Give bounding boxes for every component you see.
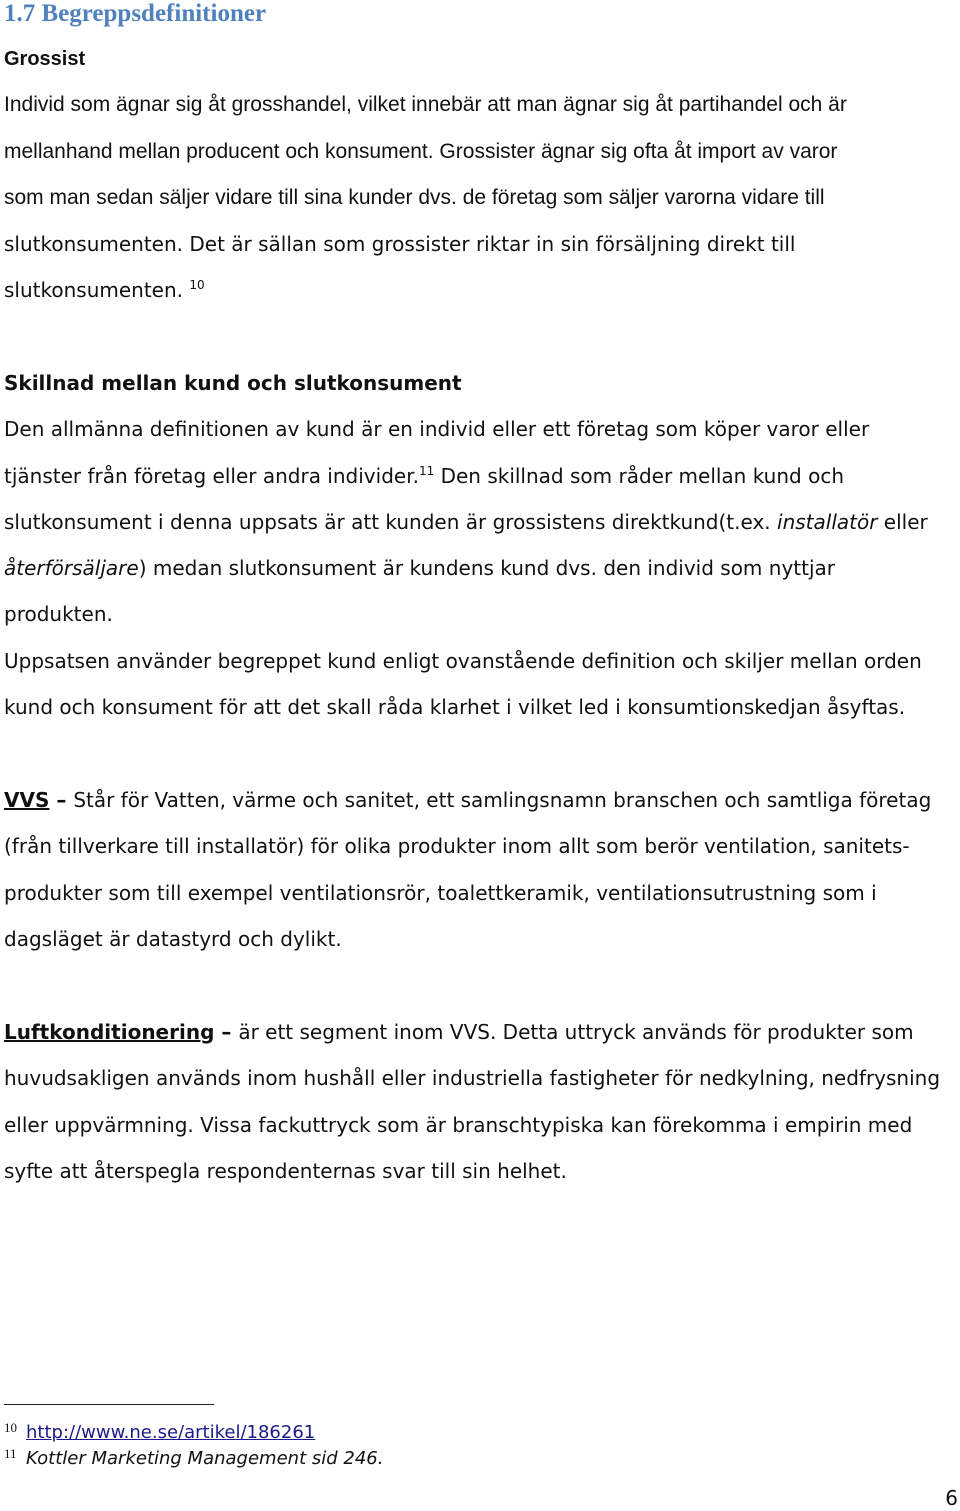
grossist-definition — [4, 82, 960, 221]
grossist-heading: Grossist — [4, 48, 86, 70]
footnote-ref-10[interactable]: 10 — [189, 278, 205, 293]
kund-line-4-b: ) medan slutkonsument är kundens kund dvs. den individ som nyttjar — [138, 556, 836, 581]
kund-line-5: produkten. — [4, 602, 113, 627]
kund-line-2-a: tjänster från företag eller andra individer. — [4, 463, 419, 488]
footnote-11 — [4, 1446, 383, 1472]
luft-line-3: eller uppvärmning. Vissa fackuttryck som är branschtypiska kan förekomma i empirin med — [4, 1112, 913, 1137]
luft-line-4: syfte att återspegla respondenternas svar till sin helhet. — [4, 1158, 567, 1183]
kund-line-3-a: slutkonsument i denna uppsats är att kunden är grossistens direktkund(t.ex. — [4, 509, 778, 534]
kund-line-1: Den allmänna definitionen av kund är en individ eller ett företag som köper varor eller — [4, 417, 870, 442]
footnote-separator — [4, 1404, 214, 1405]
grossist-section — [4, 36, 960, 314]
kund-line-4-italic: återförsäljare — [4, 556, 139, 581]
vvs-line-2: (från tillverkare till installatör) för olika produkter inom allt som berör ventilation, sanitets- — [4, 834, 910, 859]
grossist-line-4 — [4, 221, 960, 267]
luft-line-1 — [4, 1009, 960, 1055]
footnote-text: Kottler Marketing Management sid 246. — [26, 1448, 384, 1469]
kund-line-6: Uppsatsen använder begreppet kund enligt ovanstående definition och skiljer mellan orden — [4, 648, 922, 673]
vvs-line-1-text: Står för Vatten, värme och sanitet, ett samlingsnamn branschen och samtliga företag — [73, 788, 932, 812]
luft-dash: – — [214, 1020, 239, 1044]
grossist-line-4-text: slutkonsumenten. Det är sällan som grossister riktar in sin försäljning direkt till — [4, 232, 796, 257]
grossist-line-3: som man sedan säljer vidare till sina kunder dvs. de företag som säljer varorna vidare till — [4, 185, 825, 209]
kund-line-2-b: Den skillnad som råder mellan kund och — [434, 463, 844, 488]
section-title: 1.7 Begreppsdefinitioner — [4, 0, 267, 27]
luft-section — [4, 1009, 960, 1194]
grossist-last-line: slutkonsumenten. — [4, 278, 184, 303]
page-number: 6 — [945, 1486, 958, 1510]
kund-line-4 — [4, 545, 960, 591]
kund-line-3-italic: installatör — [777, 509, 878, 534]
vvs-line-3: produkter som till exempel ventilationsrör, toalettkeramik, ventilationsutrustning som i — [4, 880, 877, 905]
grossist-line-5 — [4, 267, 960, 313]
kund-heading: Skillnad mellan kund och slutkonsument — [4, 371, 462, 395]
vvs-line-4: dagsläget är datastyrd och dylikt. — [4, 926, 342, 951]
footnote-number: 11 — [4, 1446, 17, 1461]
vvs-term: VVS — [4, 788, 50, 812]
vvs-line-1 — [4, 777, 960, 823]
footnote-10 — [4, 1420, 383, 1446]
luft-line-1-text: är ett segment inom VVS. Detta uttryck används för produkter som — [238, 1020, 914, 1044]
vvs-section — [4, 777, 960, 962]
luft-term: Luftkonditionering — [4, 1020, 215, 1044]
footnote-link[interactable]: http://www.ne.se/artikel/186261 — [26, 1422, 316, 1443]
kund-section — [4, 360, 960, 730]
vvs-dash: – — [49, 788, 74, 812]
footnotes — [4, 1420, 383, 1472]
kund-line-3 — [4, 499, 960, 545]
kund-line-7: kund och konsument för att det skall råda klarhet i vilket led i konsumtionskedjan åsyftas. — [4, 695, 906, 720]
luft-line-2: huvudsakligen används inom hushåll eller industriella fastigheter för nedkylning, nedfrysning — [4, 1066, 941, 1091]
kund-line-2 — [4, 453, 960, 499]
footnote-number: 10 — [4, 1420, 17, 1435]
grossist-line-2: mellanhand mellan producent och konsument. Grossister ägnar sig ofta åt import av varor — [4, 139, 838, 163]
grossist-line-1: Individ som ägnar sig åt grosshandel, vilket innebär att man ägnar sig åt partihandel och är — [4, 93, 847, 117]
footnote-ref-11[interactable]: 11 — [418, 463, 435, 478]
kund-line-3-b: eller — [877, 509, 928, 534]
